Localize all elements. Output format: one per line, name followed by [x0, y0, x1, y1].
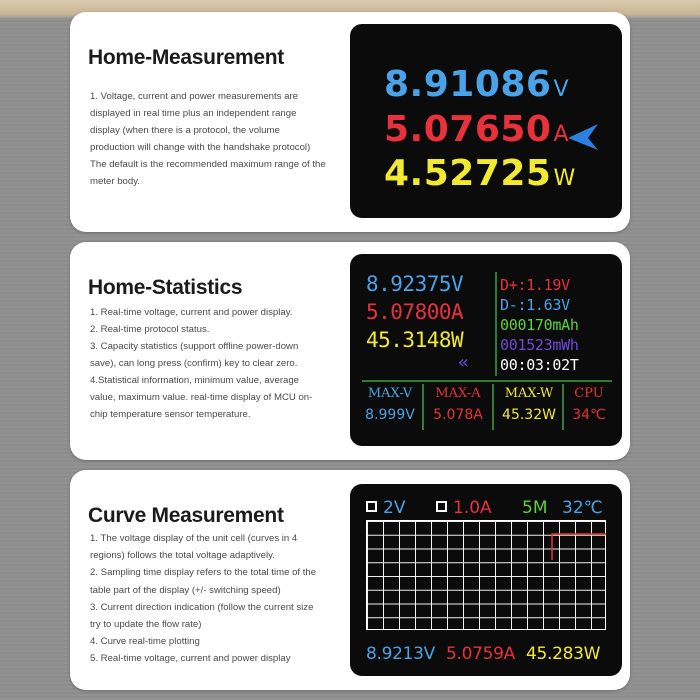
description-paragraph: 4. Curve real-time plotting	[90, 636, 200, 648]
voltage-readout	[384, 64, 569, 105]
voltage-range	[366, 498, 405, 518]
current-readout	[384, 109, 569, 150]
section-title: Home-Measurement	[88, 46, 284, 69]
current-curve-line	[366, 520, 606, 630]
section-description	[90, 530, 326, 668]
section-card-home-measurement	[70, 12, 630, 232]
voltage-value: 8.91086	[384, 64, 552, 105]
energy-readout: 001523mWh	[500, 336, 579, 354]
power-readout: 45.283W	[526, 644, 601, 664]
power-readout	[384, 153, 576, 194]
checkbox-icon	[366, 501, 377, 512]
meter-screen-measurement	[350, 24, 622, 218]
voltage-unit: V	[553, 77, 570, 102]
capacity-readout: 000170mAh	[500, 316, 579, 334]
description-paragraph: 5. Real-time voltage, current and power display	[90, 653, 291, 665]
stat-value: 5.078A	[433, 407, 483, 423]
meter-screen-statistics	[350, 254, 622, 446]
double-chevron-left-icon: «	[458, 352, 469, 373]
description-paragraph: 1. The voltage display of the unit cell (curves in 4 regions) follows the total voltage adaptively.	[90, 533, 298, 562]
stat-max-current	[426, 384, 490, 432]
power-value: 4.52725	[384, 153, 552, 194]
voltage-range-value: 2V	[383, 498, 406, 518]
divider	[492, 384, 494, 430]
description-paragraph: 2. Real-time protocol status.	[90, 324, 210, 335]
stat-cpu-temperature	[564, 384, 614, 432]
stat-max-power	[496, 384, 562, 432]
current-range-value: 1.0A	[453, 498, 492, 518]
section-description	[90, 88, 326, 190]
divider	[495, 272, 497, 376]
description-paragraph: 1. Voltage, current and power measurements are displayed in real time plus an independent range display (when there is a protocol, the volume production will change with the handshake protocol) The default is the recommended maximum range of the meter body.	[90, 91, 326, 187]
d-plus-readout: D+:1.19V	[500, 276, 570, 294]
section-description	[90, 304, 326, 423]
description-paragraph: 3. Current direction indication (follow the current size try to update the flow rate)	[90, 601, 314, 631]
current-unit: A	[553, 122, 570, 147]
stat-label: MAX-V	[367, 386, 413, 401]
checkbox-icon	[436, 501, 447, 512]
stat-label: MAX-W	[504, 386, 554, 401]
current-value: 5.07650	[384, 109, 552, 150]
description-paragraph: 2. Sampling time display refers to the total time of the table part of the display (+/- switching speed)	[90, 567, 317, 596]
temperature-readout: 32℃	[562, 498, 603, 518]
current-readout: 5.07800A	[366, 300, 464, 324]
d-minus-readout: D-:1.63V	[500, 296, 570, 314]
stat-value: 34℃	[572, 407, 606, 423]
voltage-readout: 8.92375V	[366, 272, 464, 296]
meter-screen-curve	[350, 484, 622, 676]
section-card-home-statistics	[70, 242, 630, 460]
section-title: Home-Statistics	[88, 276, 243, 299]
stat-label: CPU	[574, 386, 604, 401]
description-paragraph: 4.Statistical information, minimum value, average value, maximum value. real-time display of MCU on-chip temperature sensor temperature.	[90, 375, 313, 420]
left-arrow-icon	[566, 122, 600, 152]
elapsed-time: 00:03:02T	[500, 356, 579, 374]
voltage-readout: 8.9213V	[366, 644, 436, 664]
stat-value: 8.999V	[365, 407, 415, 423]
description-paragraph: 3. Capacity statistics (support offline power-down save), can long press (confirm) key to clear zero.	[90, 341, 299, 369]
divider	[362, 380, 612, 382]
power-readout: 45.3148W	[366, 328, 464, 352]
stat-value: 45.32W	[502, 407, 556, 423]
sample-time: 5M	[522, 498, 548, 518]
section-card-curve-measurement	[70, 470, 630, 690]
divider	[422, 384, 424, 430]
current-readout: 5.0759A	[446, 644, 516, 664]
current-range	[436, 498, 492, 518]
stat-label: MAX-A	[435, 386, 481, 401]
stat-max-voltage	[360, 384, 420, 432]
power-unit: W	[553, 166, 576, 191]
section-title: Curve Measurement	[88, 504, 284, 527]
description-paragraph: 1. Real-time voltage, current and power display.	[90, 307, 293, 318]
